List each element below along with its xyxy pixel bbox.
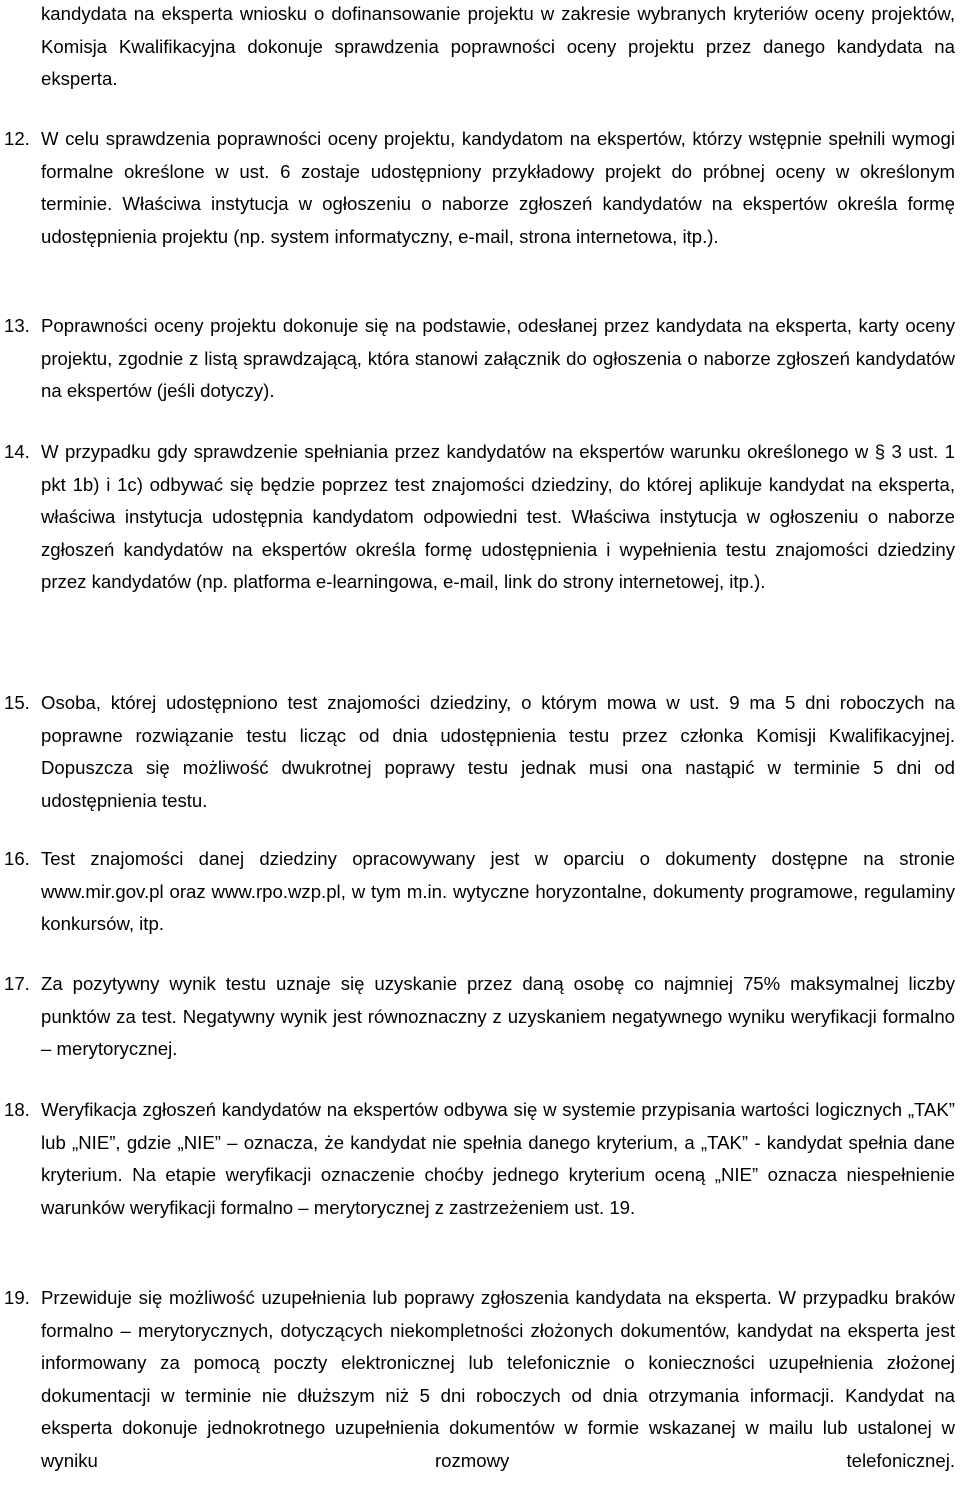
paragraph-12: [0, 123, 955, 253]
paragraph-number: 15.: [4, 692, 30, 713]
paragraph-number: 18.: [4, 1099, 30, 1120]
paragraph-text: W przypadku gdy sprawdzenie spełniania przez kandydatów na ekspertów warunku określonego w § 3 ust. 1 pkt 1b) i 1c) odbywać się będzie poprzez test znajomości dziedziny, do której aplikuje kandydat na eksperta, właściwa instytucja udostępnia kandydatom odpowiedni test. Właściwa instytucja w ogłoszeniu o naborze zgłoszeń kandydatów na ekspertów określa formę udostępnienia i wypełnienia testu znajomości dziedziny przez kandydatów (np. platforma e-learningowa, e-mail, link do strony internetowej, itp.).: [41, 441, 955, 593]
paragraph-17: [0, 968, 955, 1066]
paragraph-text: Osoba, której udostępniono test znajomości dziedziny, o którym mowa w ust. 9 ma 5 dni roboczych na poprawne rozwiązanie testu licząc od dnia udostępnienia testu przez członka Komisji Kwalifikacyjnej. Dopuszcza się możliwość dwukrotnej poprawy testu jednak musi ona nastąpić w terminie 5 dni od udostępnienia testu.: [41, 692, 955, 811]
paragraph-number: 17.: [4, 973, 30, 994]
paragraph-18: [0, 1094, 955, 1224]
paragraph-14: [0, 436, 955, 599]
paragraph-text: Test znajomości danej dziedziny opracowywany jest w oparciu o dokumenty dostępne na stronie www.mir.gov.pl oraz www.rpo.wzp.pl, w tym m.in. wytyczne horyzontalne, dokumenty programowe, regulaminy konkursów, itp.: [41, 848, 955, 935]
paragraph-continuation: [0, 0, 955, 96]
paragraph-text: Poprawności oceny projektu dokonuje się na podstawie, odesłanej przez kandydata na eksperta, karty oceny projektu, zgodnie z listą sprawdzającą, która stanowi załącznik do ogłoszenia o naborze zgłoszeń kandydatów na ekspertów (jeśli dotyczy).: [41, 315, 955, 402]
paragraph-13: [0, 310, 955, 408]
paragraph-text: Weryfikacja zgłoszeń kandydatów na ekspertów odbywa się w systemie przypisania wartości logicznych „TAK” lub „NIE”, gdzie „NIE” – oznacza, że kandydat nie spełnia danego kryterium, a „TAK” - kandydat spełnia dane kryterium. Na etapie weryfikacji oznaczenie choćby jednego kryterium oceną „NIE” oznacza niespełnienie warunków weryfikacji formalno – merytorycznej z zastrzeżeniem ust. 19.: [41, 1099, 955, 1218]
paragraph-number: 13.: [4, 315, 30, 336]
paragraph-16: [0, 843, 955, 941]
paragraph-text: kandydata na eksperta wniosku o dofinansowanie projektu w zakresie wybranych kryteriów oceny projektów, Komisja Kwalifikacyjna dokonuje sprawdzenia poprawności oceny projektu przez danego kandydata na eksperta.: [41, 3, 955, 90]
paragraph-text: W celu sprawdzenia poprawności oceny projektu, kandydatom na ekspertów, którzy wstępnie spełnili wymogi formalne określone w ust. 6 zostaje udostępniony przykładowy projekt do próbnej oceny w określonym terminie. Właściwa instytucja w ogłoszeniu o naborze zgłoszeń kandydatów na ekspertów określa formę udostępnienia projektu (np. system informatyczny, e-mail, strona internetowa, itp.).: [41, 128, 955, 247]
paragraph-text: Za pozytywny wynik testu uznaje się uzyskanie przez daną osobę co najmniej 75% maksymalnej liczby punktów za test. Negatywny wynik jest równoznaczny z uzyskaniem negatywnego wyniku weryfikacji formalno – merytorycznej.: [41, 973, 955, 1060]
paragraph-19: [0, 1282, 955, 1478]
paragraph-15: [0, 687, 955, 817]
paragraph-number: 16.: [4, 848, 30, 869]
paragraph-text: Przewiduje się możliwość uzupełnienia lub poprawy zgłoszenia kandydata na eksperta. W przypadku braków formalno – merytorycznych, dotyczących niekompletności złożonych dokumentów, kandydat na eksperta jest informowany za pomocą poczty elektronicznej lub telefonicznie o konieczności uzupełnienia złożonej dokumentacji w terminie nie dłuższym niż 5 dni roboczych od dnia otrzymania informacji. Kandydat na eksperta dokonuje jednokrotnego uzupełnienia dokumentów w formie wskazanej w mailu lub ustalonej w wyniku rozmowy telefonicznej.: [41, 1287, 955, 1471]
paragraph-number: 14.: [4, 441, 30, 462]
paragraph-number: 19.: [4, 1287, 30, 1308]
paragraph-number: 12.: [4, 128, 30, 149]
